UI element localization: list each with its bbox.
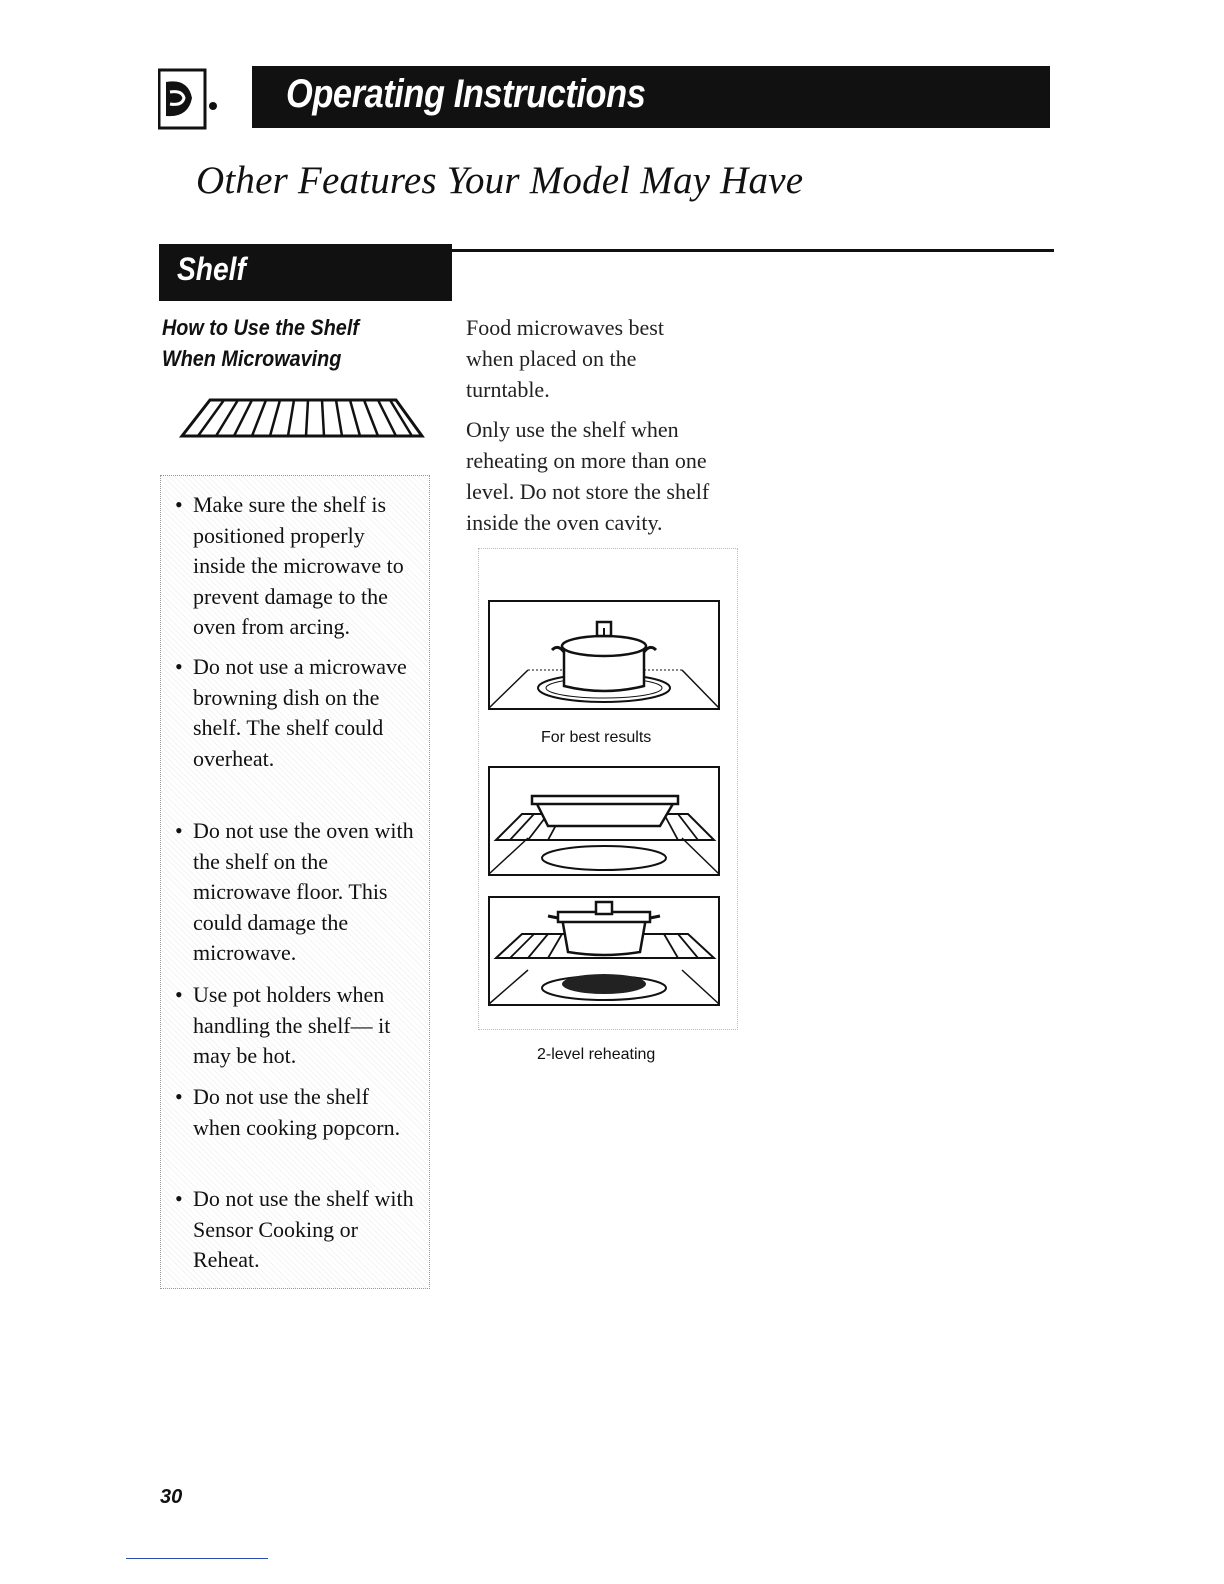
page-number: 30 (160, 1486, 183, 1508)
warning-item (175, 816, 415, 969)
header-title: Operating Instructions (286, 72, 646, 116)
warning-item (175, 1082, 415, 1143)
section-bar (159, 244, 452, 301)
body-paragraph-1: Food microwaves best when placed on the turntable. (466, 315, 664, 402)
howto-line-1: How to Use the Shelf (162, 315, 359, 340)
bullet: • (175, 1084, 183, 1109)
howto-line-2: When Microwaving (162, 346, 342, 371)
figure-caption-two-level: 2-level reheating (537, 1046, 656, 1063)
warning-item (175, 490, 415, 643)
microwave-door-icon (158, 68, 218, 130)
howto-heading (162, 312, 381, 374)
warning-text: Do not use the shelf with Sensor Cooking or Reheat. (193, 1186, 414, 1272)
header-bar (252, 66, 1050, 128)
figure-caption-best-results: For best results (541, 729, 652, 746)
bullet: • (175, 818, 183, 843)
bullet: • (175, 654, 183, 679)
section-rule (452, 249, 1054, 252)
oven-cavity-dish-on-shelf-illustration (488, 766, 720, 876)
warnings-box (160, 475, 430, 1289)
warning-text: Do not use the shelf when cooking popcorn. (193, 1084, 401, 1140)
page-subtitle: Other Features Your Model May Have (196, 159, 804, 202)
warning-item (175, 980, 415, 1072)
footer-line (126, 1558, 268, 1559)
warning-item (175, 1184, 415, 1276)
body-paragraph-2: Only use the shelf when reheating on more than one level. Do not store the shelf inside the oven cavity. (466, 417, 710, 535)
oven-cavity-two-level-illustration (488, 896, 720, 1006)
section-title: Shelf (177, 251, 246, 287)
bullet: • (175, 492, 183, 517)
bullet: • (175, 982, 183, 1007)
warning-text: Do not use the oven with the shelf on the microwave floor. This could damage the microwave. (193, 818, 414, 965)
warning-text: Do not use a microwave browning dish on the shelf. The shelf could overheat. (193, 654, 407, 771)
bullet: • (175, 1186, 183, 1211)
oven-cavity-casserole-illustration (488, 600, 720, 710)
warning-item (175, 652, 415, 774)
warning-text: Make sure the shelf is positioned properly inside the microwave to prevent damage to the oven from arcing. (193, 492, 404, 639)
shelf-illustration (176, 392, 428, 442)
warning-text: Use pot holders when handling the shelf— it may be hot. (193, 982, 391, 1068)
